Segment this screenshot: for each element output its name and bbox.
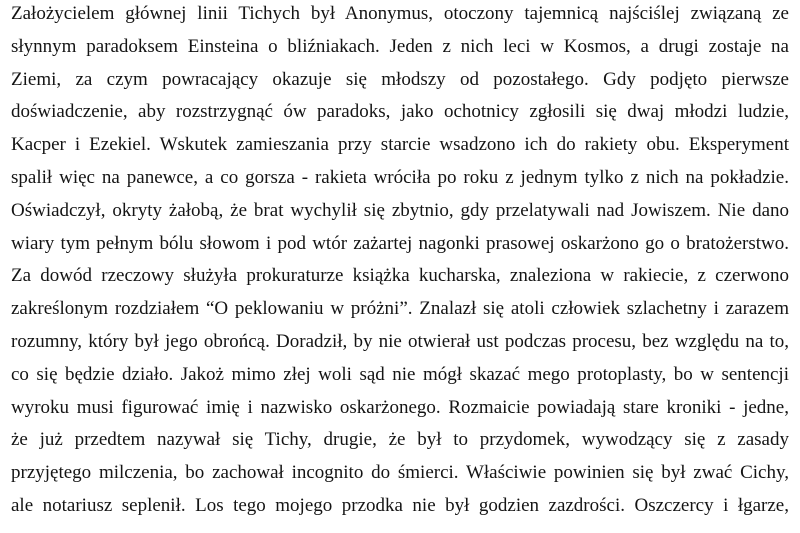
- text-line: co się będzie działo. Jakoż mimo złej woli sąd nie mógł skazać mego protoplasty, bo w sentencji: [11, 363, 789, 385]
- text-line: zakreślonym rozdziałem “O peklowaniu w próżni”. Znalazł się atoli człowiek szlachetny i zarazem: [11, 298, 789, 320]
- text-line: Za dowód rzeczowy służyła prokuraturze książka kucharska, znaleziona w rakiecie, z czerwono: [11, 265, 789, 287]
- text-line: doświadczenie, aby rozstrzygnąć ów paradoks, jako ochotnicy zgłosili się dwaj młodzi ludzie,: [11, 101, 789, 123]
- text-line: Założycielem głównej linii Tichych był Anonymus, otoczony tajemnicą najściślej związaną ze: [11, 3, 789, 24]
- text-line: Ziemi, za czym powracający okazuje się młodszy od pozostałego. Gdy podjęto pierwsze: [11, 68, 789, 90]
- text-line: wiary tym pełnym bólu słowom i pod wtór zażartej nagonki prasowej oskarżono go o bratożerstwo.: [11, 232, 789, 254]
- text-line: ale notariusz seplenił. Los tego mojego przodka nie był godzien zazdrości. Oszczercy i łgarze,: [11, 494, 789, 516]
- text-line: przyjętego milczenia, bo zachował incognito do śmierci. Właściwie powinien się był zwać Cichy,: [11, 462, 789, 484]
- text-line: rozumny, który był jego obrońcą. Doradził, by nie otwierał ust podczas procesu, bez względu na to,: [11, 330, 789, 352]
- text-line: Kacper i Ezekiel. Wskutek zamieszania przy starcie wsadzono ich do rakiety obu. Eksperyment: [11, 134, 789, 156]
- body-text: [11, 0, 789, 525]
- text-line: wyroku musi figurować imię i nazwisko oskarżonego. Rozmaicie powiadają stare kroniki - jedne,: [11, 396, 789, 418]
- text-line: słynnym paradoksem Einsteina o bliźniakach. Jeden z nich leci w Kosmos, a drugi zostaje na: [11, 35, 789, 57]
- text-line: że już przedtem nazywał się Tichy, drugie, że był to przydomek, wywodzący się z zasady: [11, 429, 789, 451]
- text-line: Oświadczył, okryty żałobą, że brat wychylił się zbytnio, gdy przelatywali nad Jowiszem. Nie dano: [11, 199, 789, 221]
- text-line: spalił więc na panewce, a co gorsza - rakieta wróciła po roku z jednym tylko z nich na pokładzie.: [11, 166, 789, 188]
